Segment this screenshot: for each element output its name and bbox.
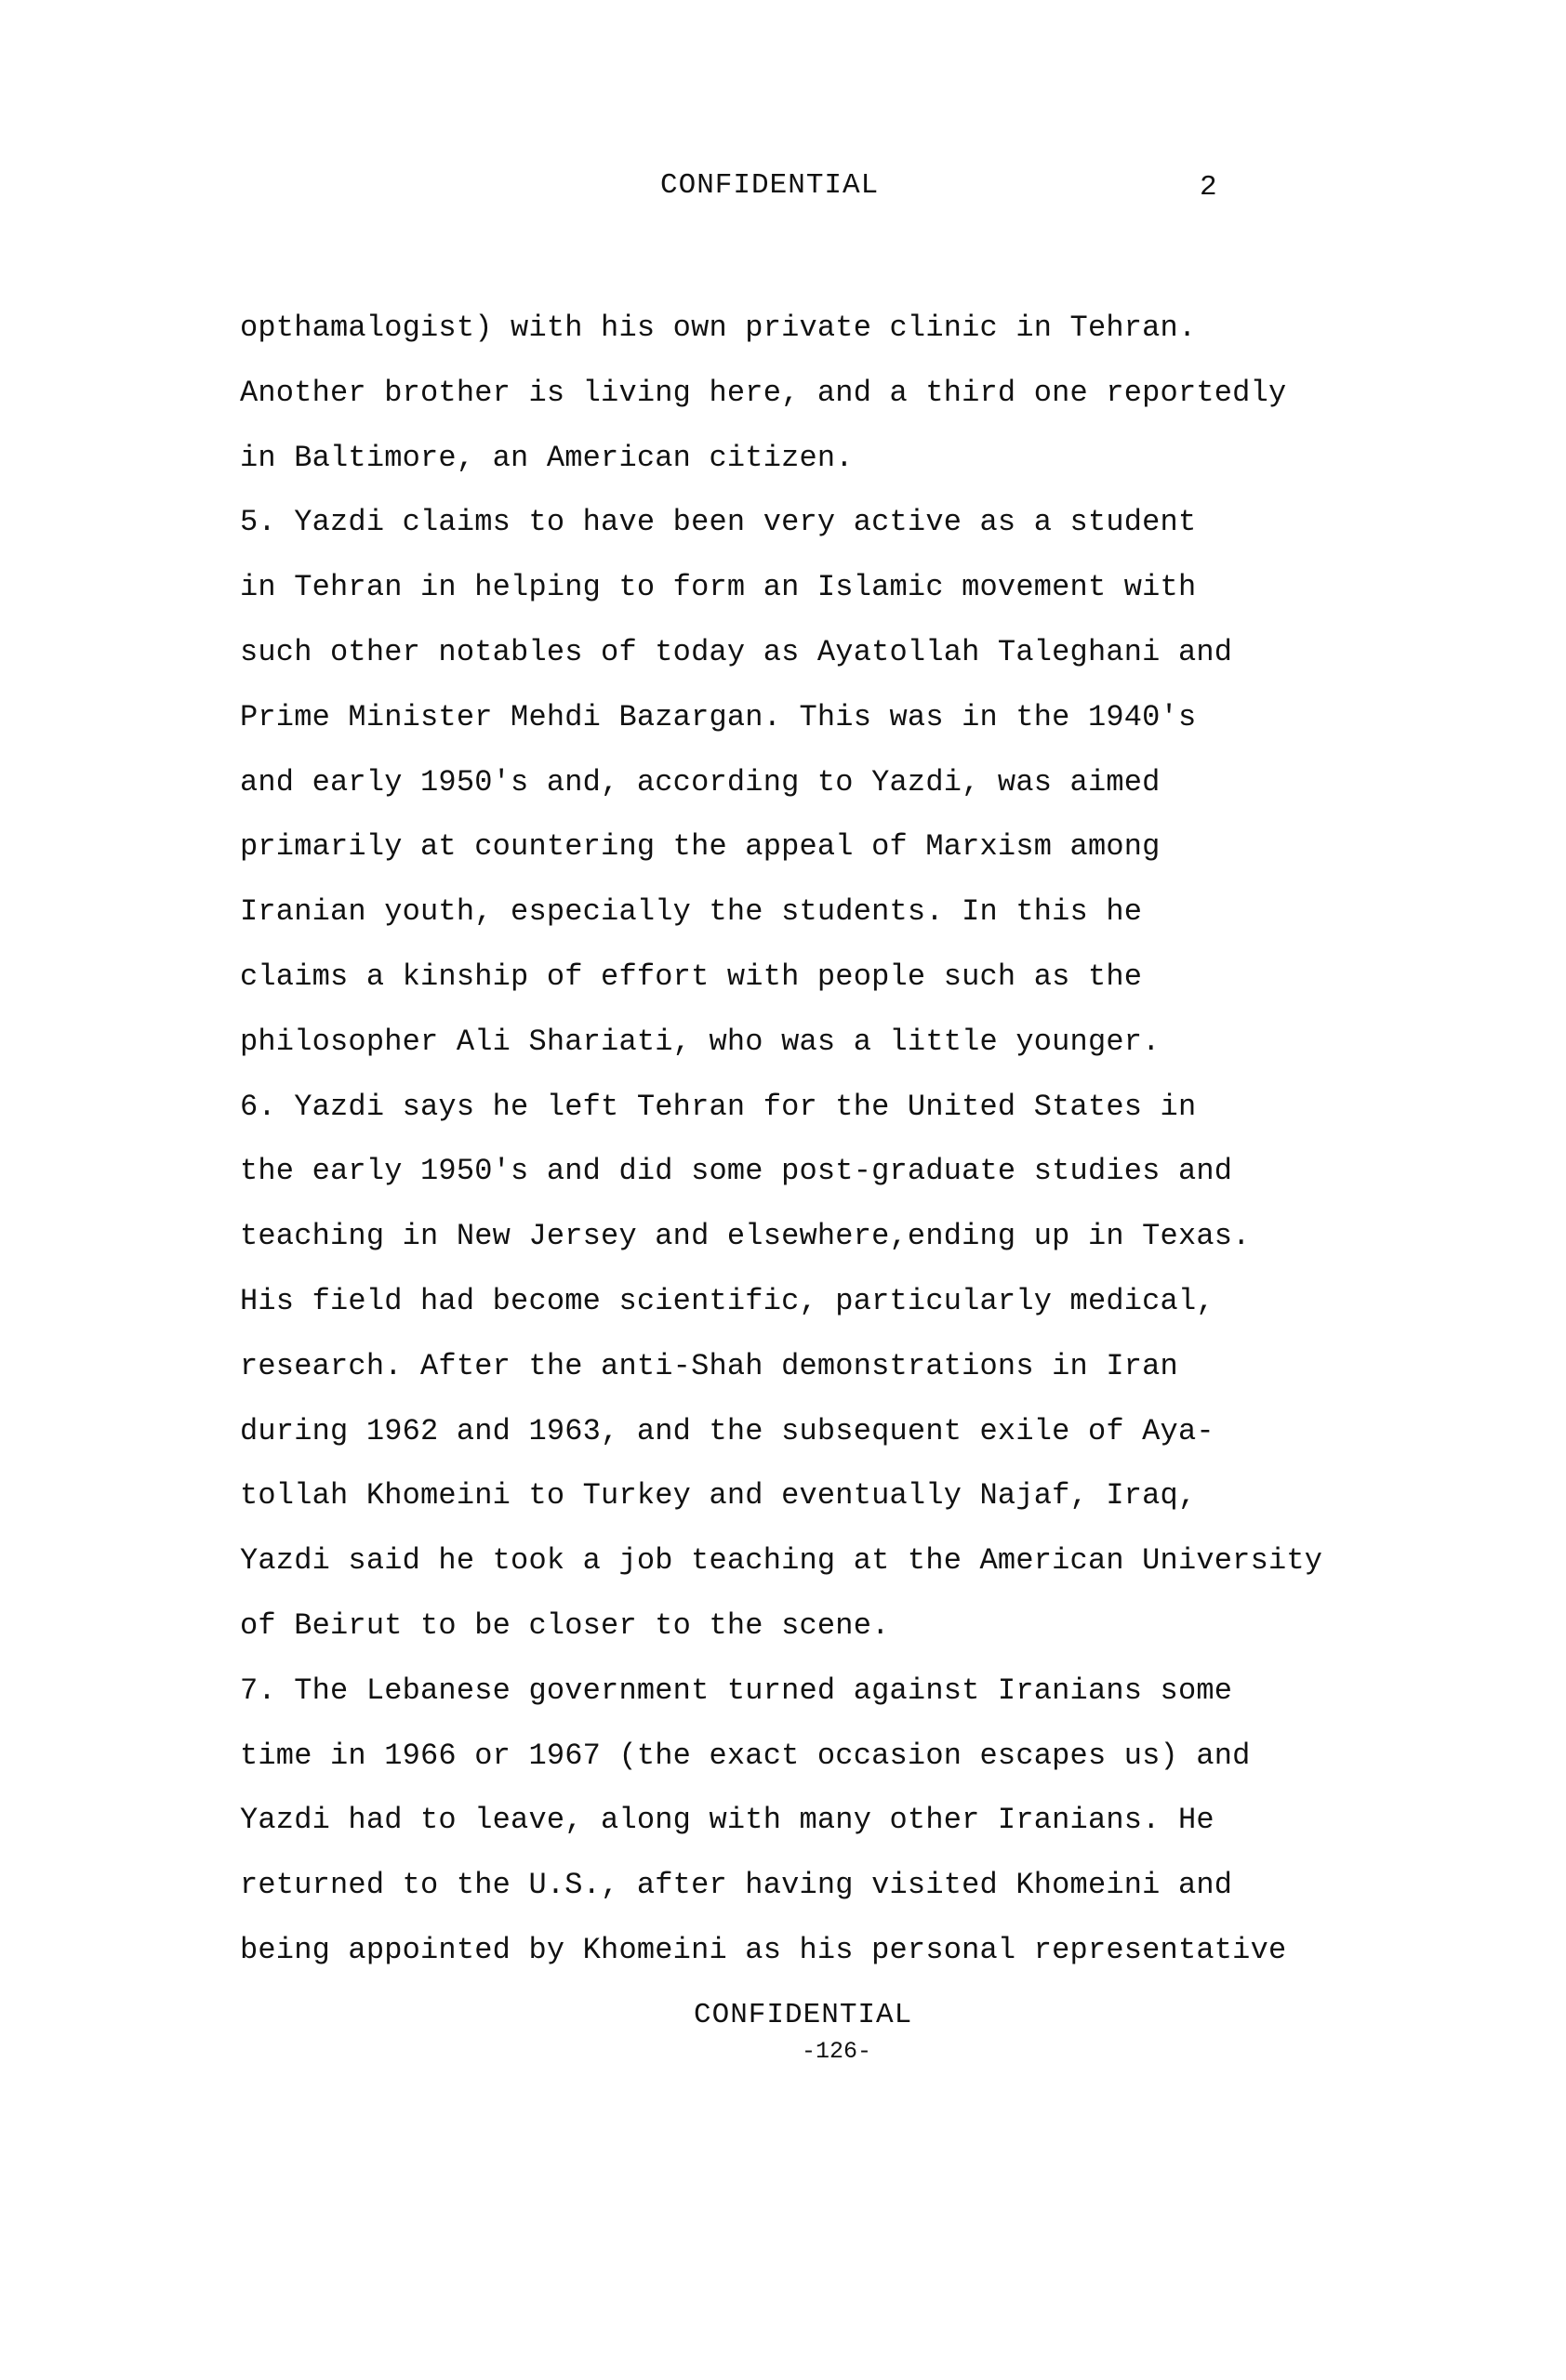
body-line: time in 1966 or 1967 (the exact occasion escapes us) and — [240, 1738, 1251, 1773]
body-line: of Beirut to be closer to the scene. — [240, 1607, 890, 1643]
body-line: 6. Yazdi says he left Tehran for the United States in — [240, 1089, 1197, 1124]
body-line: primarily at countering the appeal of Marxism among — [240, 829, 1161, 865]
body-line: philosopher Ali Shariati, who was a little younger. — [240, 1024, 1161, 1059]
body-line: teaching in New Jersey and elsewhere,ending up in Texas. — [240, 1219, 1251, 1254]
page-number: 2 — [1200, 171, 1217, 204]
header-classification: CONFIDENTIAL — [660, 169, 880, 202]
body-line: such other notables of today as Ayatollah Taleghani and — [240, 634, 1233, 669]
body-line: during 1962 and 1963, and the subsequent exile of Aya- — [240, 1413, 1214, 1448]
body-line: His field had become scientific, particularly medical, — [240, 1283, 1214, 1318]
body-line: 7. The Lebanese government turned against Iranians some — [240, 1673, 1233, 1708]
body-line: and early 1950's and, according to Yazdi, was aimed — [240, 764, 1161, 800]
body-line: in Baltimore, an American citizen. — [240, 440, 854, 475]
body-text — [240, 296, 1393, 1983]
body-line: claims a kinship of effort with people such as the — [240, 959, 1143, 994]
footer-classification: CONFIDENTIAL — [694, 1999, 913, 2031]
body-line: tollah Khomeini to Turkey and eventually Najaf, Iraq, — [240, 1478, 1197, 1514]
body-line: the early 1950's and did some post-graduate studies and — [240, 1154, 1233, 1189]
body-line: returned to the U.S., after having visited Khomeini and — [240, 1868, 1233, 1903]
body-line: in Tehran in helping to form an Islamic movement with — [240, 570, 1197, 605]
body-line: 5. Yazdi claims to have been very active as a student — [240, 505, 1197, 540]
body-line: Iranian youth, especially the students. In this he — [240, 894, 1143, 930]
body-line: Yazdi had to leave, along with many other Iranians. He — [240, 1803, 1214, 1838]
body-line: being appointed by Khomeini as his personal representative — [240, 1932, 1287, 1967]
body-line: Yazdi said he took a job teaching at the American University — [240, 1543, 1323, 1579]
body-line: opthamalogist) with his own private clinic in Tehran. — [240, 311, 1197, 345]
body-line: Another brother is living here, and a third one reportedly — [240, 375, 1287, 410]
body-line: Prime Minister Mehdi Bazargan. This was in the 1940's — [240, 699, 1197, 734]
body-line: research. After the anti-Shah demonstrations in Iran — [240, 1348, 1178, 1383]
footer-page-number: -126- — [802, 2038, 872, 2065]
